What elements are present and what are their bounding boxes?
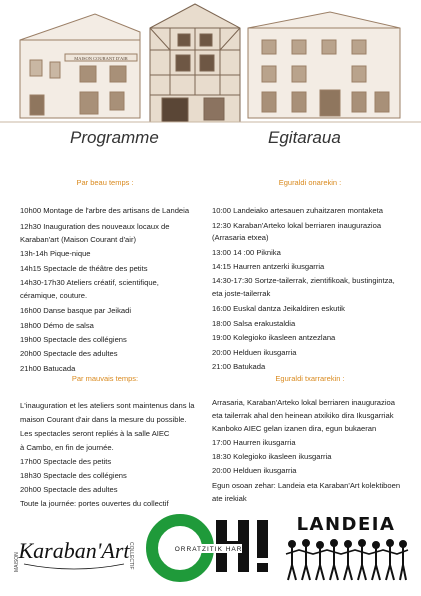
right-bad-item: 17:00 Haurren ikusgarria (212, 438, 296, 447)
right-bad-weather-heading: Eguraldi txarrarekin : (275, 374, 345, 383)
right-item: 10:00 Landeiako artesauen zuhaitzaren montaketa (212, 206, 383, 215)
left-bad-item: 18h30 Spectacle des collégiens (20, 471, 127, 480)
left-item: 16h00 Danse basque par Jeikadi (20, 306, 132, 315)
left-item: 14h15 Spectacle de théâtre des petits (20, 264, 148, 273)
right-item: 14:15 Haurren antzerki ikusgarria (212, 262, 325, 271)
right-bad-item: 18:30 Kolegioko ikasleen ikusgarria (212, 452, 332, 461)
landeia-logo (282, 510, 410, 588)
orratzitik-hari-logo (146, 508, 276, 584)
left-bad-weather-heading: Par mauvais temps: (71, 374, 139, 383)
oh-big-text: OH! (146, 508, 148, 509)
right-item: 13:00 14 :00 Piknika (212, 248, 281, 257)
right-bad-paragraph-line: Kanboko AIEC gelan izanen dira, egun bukaeran (212, 424, 377, 433)
left-bad-item: Toute la journée: portes ouvertes du collectif (20, 499, 169, 508)
right-bad-item: 20:00 Helduen ikusgarria (212, 466, 297, 475)
karabanart-side-right: COLLECTIF (128, 542, 134, 570)
left-good-weather-heading: Par beau temps : (76, 178, 134, 187)
right-item: (Arrasaria etxea) (212, 233, 269, 242)
left-item: Karaban'art (Maison Courant d'air) (20, 235, 137, 244)
left-bad-item: maison Courant d'air dans la mesure du possible. (20, 415, 187, 424)
left-item: 20h00 Spectacle des adultes (20, 349, 118, 358)
right-item: 16:00 Euskal dantza Jeikaldiren eskutik (212, 304, 345, 313)
left-item: 21h00 Batucada (20, 364, 76, 373)
left-bad-item: Les spectacles seront repliés à la salle AIEC (20, 429, 170, 438)
left-item: 14h30-17h30 Ateliers créatif, scientifique, (20, 278, 159, 287)
left-bad-item: à Cambo, en fin de journée. (20, 443, 114, 452)
left-item: céramique, couture. (20, 291, 88, 300)
right-bad-paragraph-line: Arrasaria, Karaban'Arteko lokal berriaren inaugurazioa (212, 398, 395, 407)
right-bad-item: Egun osoan zehar: Landeia eta Karaban'Art kolektiboen (212, 481, 401, 490)
building-sign: MAISON COURANT D'AIR (74, 56, 128, 61)
karabanart-logo-text: Karaban'Art (18, 538, 130, 563)
left-bad-item: 20h00 Spectacle des adultes (20, 485, 118, 494)
title-programme: Programme (70, 128, 159, 147)
right-good-weather-heading: Eguraldi onarekin : (278, 178, 342, 187)
right-item: 12:30 Karaban'Arteko lokal berriaren inaugurazioa (212, 221, 382, 230)
karabanart-logo (14, 512, 134, 584)
right-bad-item: ate irekiak (212, 494, 247, 503)
right-item: 20:00 Helduen ikusgarria (212, 348, 297, 357)
karabanart-side-left: MAISON (14, 552, 20, 572)
left-item: 10h00 Montage de l'arbre des artisans de Landeia (20, 206, 190, 215)
oh-subtitle: ORRATZITIK HARI (174, 546, 246, 553)
left-item: 13h-14h Pique-nique (20, 249, 91, 258)
left-bad-item: 17h00 Spectacle des petits (20, 457, 112, 466)
left-bad-item: L'inauguration et les ateliers sont maintenus dans la (20, 401, 195, 410)
right-item: 14:30-17:30 Sortze-tailerrak, zientifikoak, bustingintza, (212, 276, 395, 285)
right-item: eta joste-tailerrak (212, 289, 271, 298)
title-egitaraua: Egitaraua (268, 128, 341, 147)
right-bad-paragraph-line: eta tailerrak ahal den heinean atxikiko dira Ikusgarriak (212, 411, 394, 420)
right-item: 19:00 Kolegioko ikasleen antzezlana (212, 333, 336, 342)
landeia-logo-text: LANDEIA (296, 514, 396, 535)
left-item: 18h00 Démo de salsa (20, 321, 94, 330)
right-item: 18:00 Salsa erakustaldia (212, 319, 296, 328)
village-illustration (0, 0, 421, 128)
left-item: 19h00 Spectacle des collégiens (20, 335, 127, 344)
right-item: 21:00 Batukada (212, 362, 266, 371)
left-item: 12h30 Inauguration des nouveaux locaux de (20, 222, 170, 231)
